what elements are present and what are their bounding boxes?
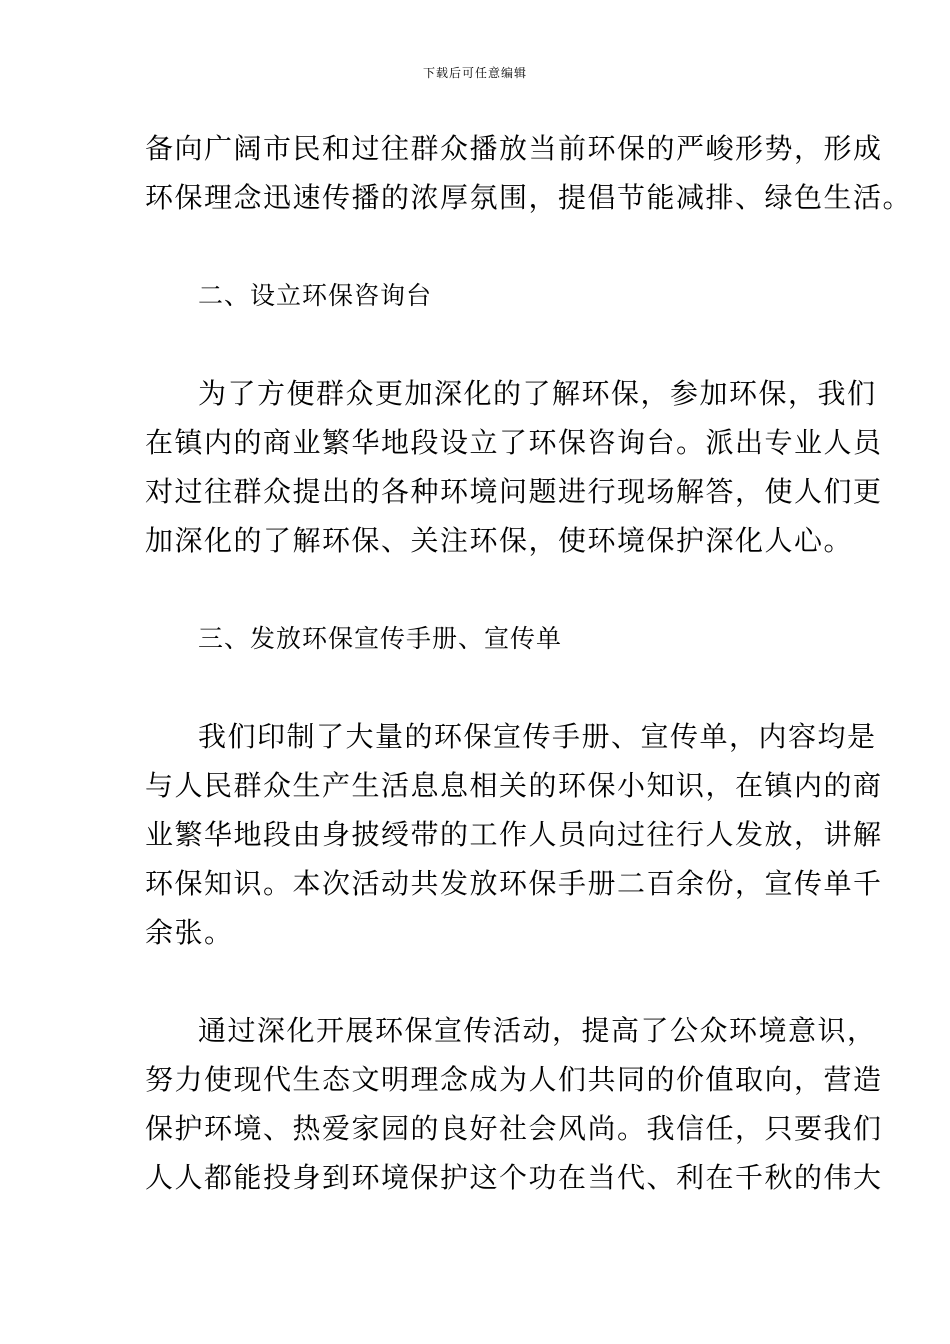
section-heading-3: 三、发放环保宣传手册、宣传单 <box>198 624 563 653</box>
paragraph-continuation <box>145 124 913 222</box>
paragraph-line: 备向广阔市民和过往群众播放当前环保的严峻形势，形成 <box>145 132 883 165</box>
paragraph-line: 与人民群众生产生活息息相关的环保小知识，在镇内的商 <box>145 769 883 802</box>
paragraph-line: 为了方便群众更加深化的了解环保，参加环保，我们 <box>198 377 877 410</box>
paragraph-consulting-desk <box>145 369 883 565</box>
paragraph-line: 人人都能投身到环境保护这个功在当代、利在千秋的伟大 <box>145 1161 883 1194</box>
paragraph-line: 保护环境、热爱家园的良好社会风尚。我信任，只要我们 <box>145 1112 883 1145</box>
paragraph-line: 通过深化开展环保宣传活动，提高了公众环境意识， <box>198 1014 877 1047</box>
paragraph-conclusion <box>145 1006 883 1202</box>
paragraph-line: 在镇内的商业繁华地段设立了环保咨询台。派出专业人员 <box>145 426 883 459</box>
paragraph-line: 加深化的了解环保、关注环保，使环境保护深化人心。 <box>145 524 854 557</box>
paragraph-line: 业繁华地段由身披绶带的工作人员向过往行人发放，讲解 <box>145 818 883 851</box>
paragraph-line: 环保理念迅速传播的浓厚氛围，提倡节能减排、绿色生活。 <box>145 181 913 214</box>
paragraph-line: 我们印制了大量的环保宣传手册、宣传单，内容均是 <box>198 720 877 753</box>
page-header: 下载后可任意编辑 <box>422 66 527 80</box>
paragraph-line: 余张。 <box>145 916 234 949</box>
paragraph-line: 对过往群众提出的各种环境问题进行现场解答，使人们更 <box>145 475 883 508</box>
paragraph-line: 环保知识。本次活动共发放环保手册二百余份，宣传单千 <box>145 867 883 900</box>
document-body <box>145 124 913 1202</box>
paragraph-brochures <box>145 712 883 957</box>
paragraph-line: 努力使现代生态文明理念成为人们共同的价值取向，营造 <box>145 1063 883 1096</box>
section-heading-2: 二、设立环保咨询台 <box>198 281 433 310</box>
